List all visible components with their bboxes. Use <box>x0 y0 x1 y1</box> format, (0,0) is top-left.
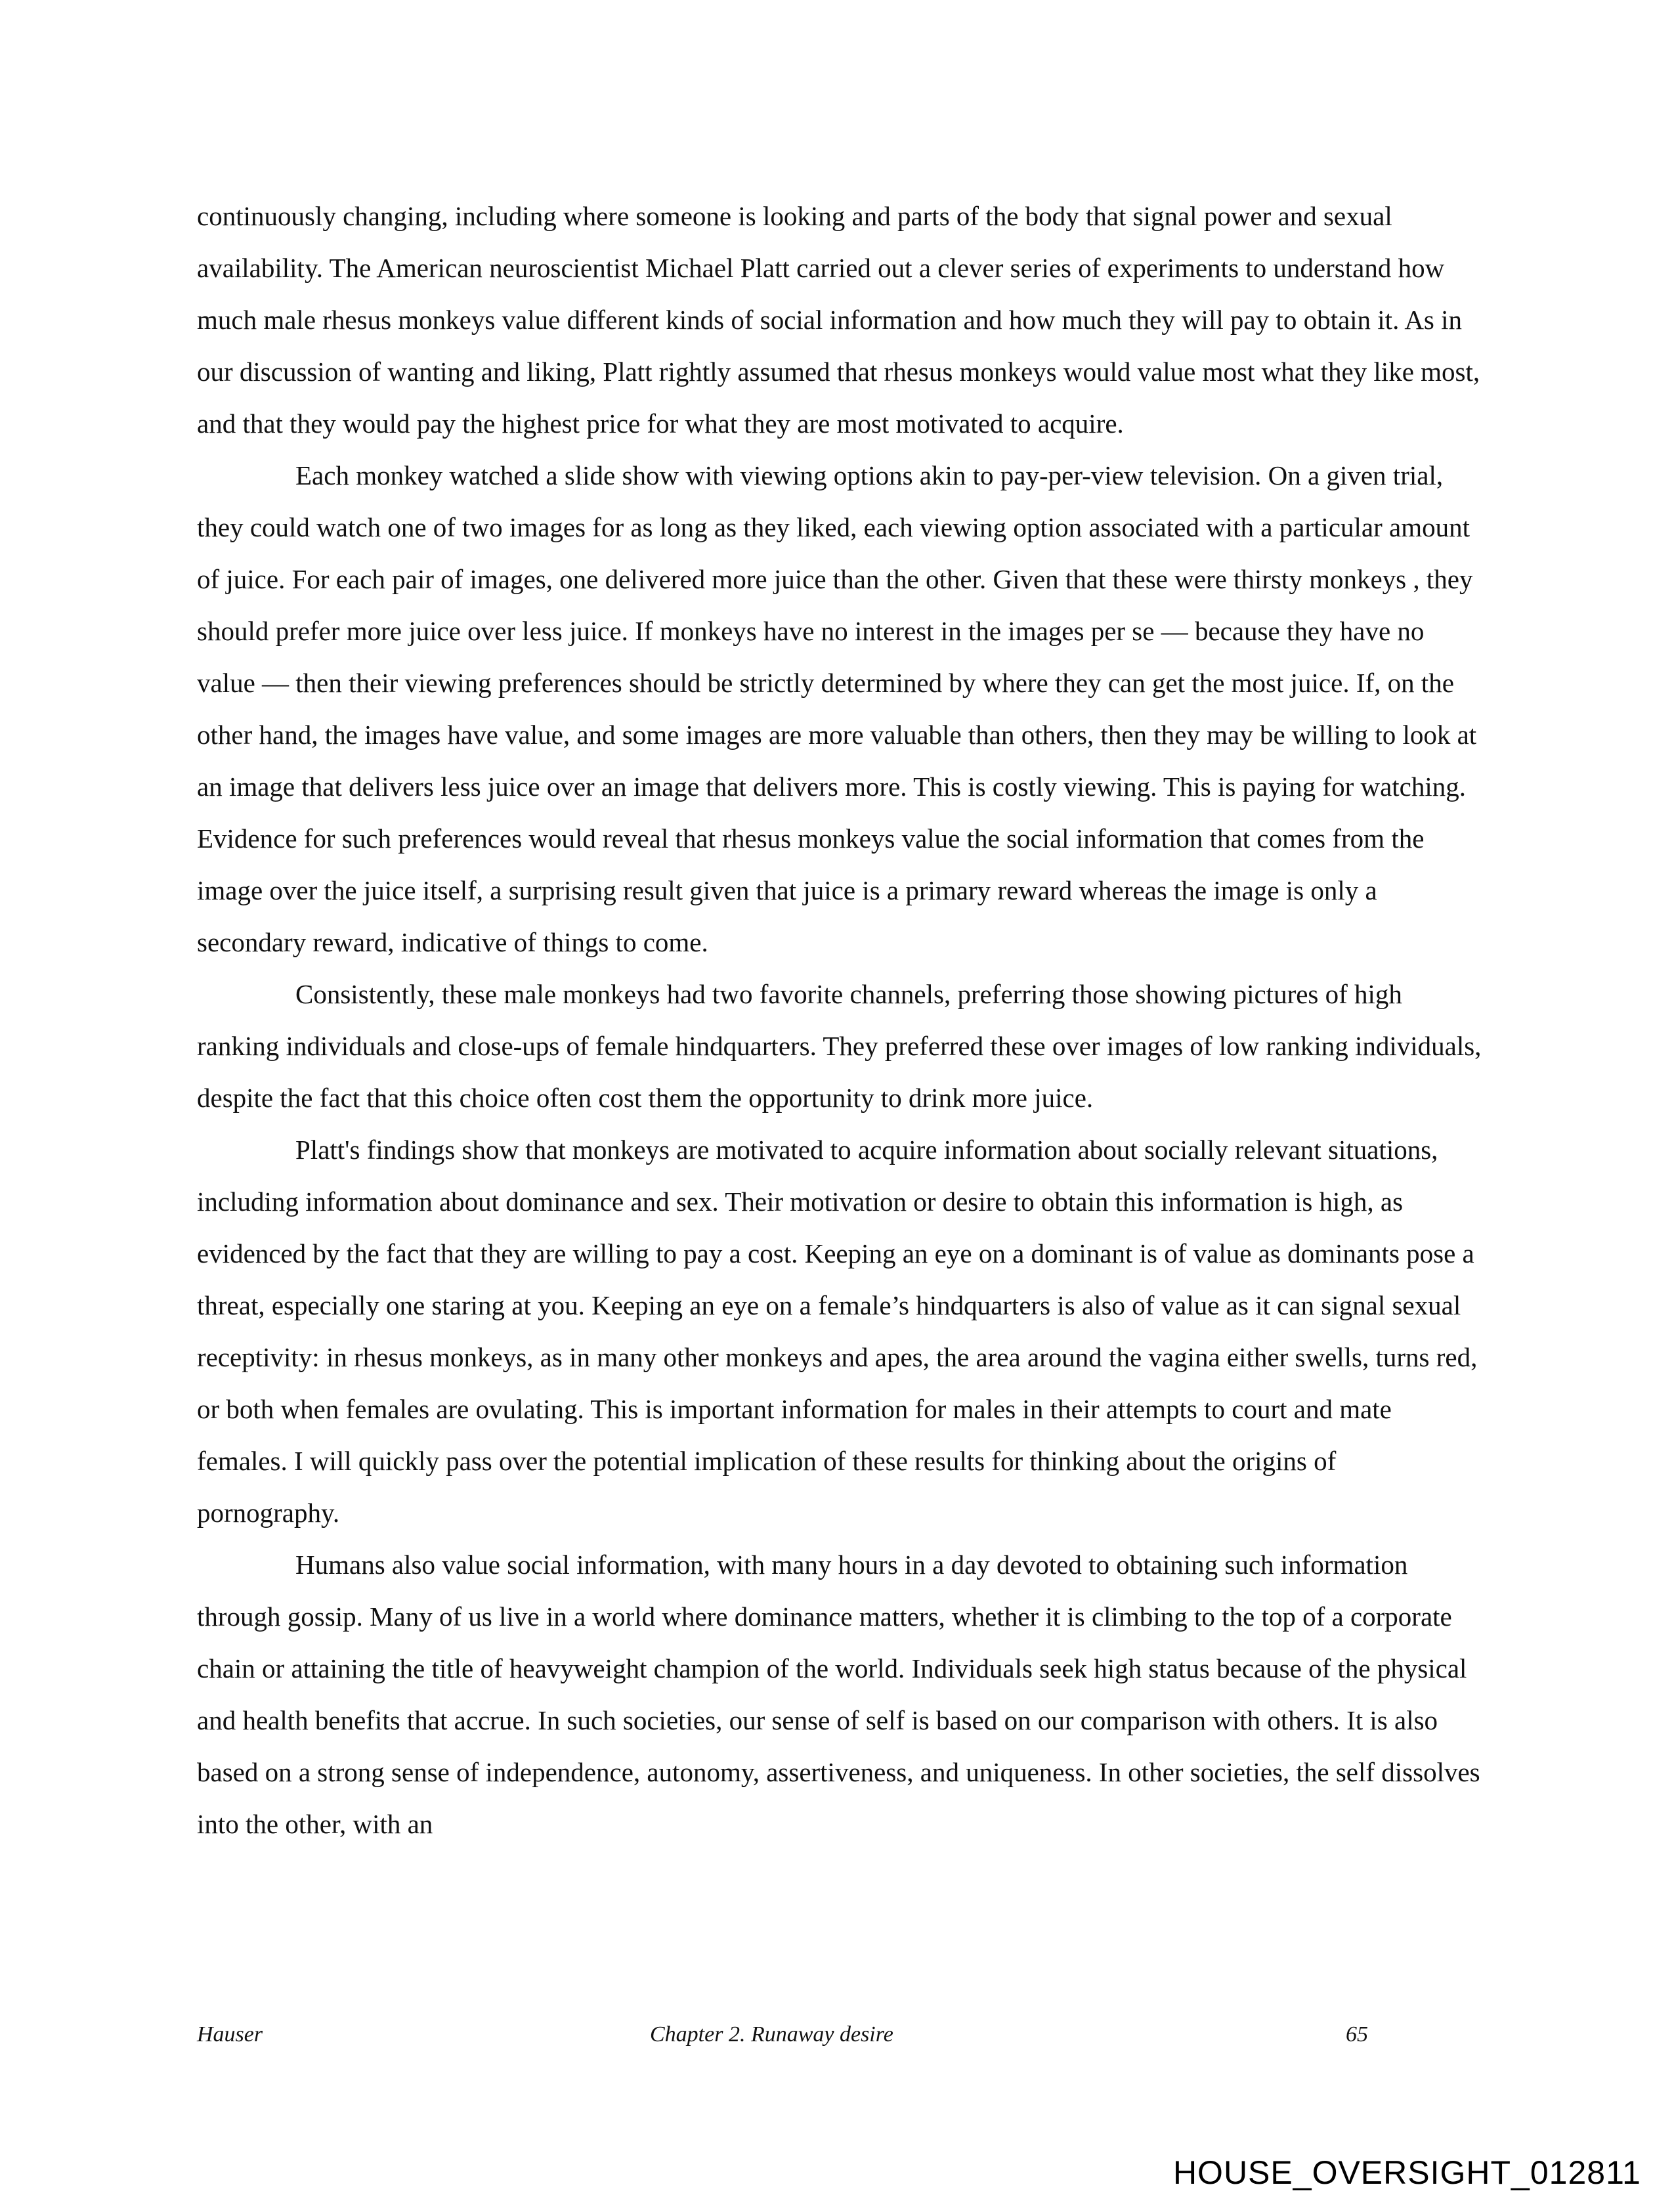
paragraph-5: Humans also value social information, with many hours in a day devoted to obtaining such information through gossip. Many of us live in a world where dominance matters, whether it is climbing to the top of a corporate chain or attaining the title of heavyweight champion of the world. Individuals seek high status because of the physical and health benefits that accrue. In such societies, our sense of self is based on our comparison with others. It is also based on a strong sense of independence, autonomy, assertiveness, and uniqueness. In other societies, the self dissolves into the other, with an <box>197 1550 1480 1839</box>
footer-author: Hauser <box>197 2022 263 2047</box>
bates-stamp: HOUSE_OVERSIGHT_012811 <box>1172 2154 1641 2191</box>
footer-page-number: 65 <box>1346 2022 1368 2047</box>
body-text <box>197 190 1484 1850</box>
paragraph-3: Consistently, these male monkeys had two favorite channels, preferring those showing pictures of high ranking individuals and close-ups of female hindquarters. They preferred these over images of low ranking individuals, despite the fact that this choice often cost them the opportunity to drink more juice. <box>197 979 1482 1113</box>
paragraph-2: Each monkey watched a slide show with viewing options akin to pay-per-view television. On a given trial, they could watch one of two images for as long as they liked, each viewing option associated with a particular amount of juice. For each pair of images, one delivered more juice than the other. Given that these were thirsty monkeys , they should prefer more juice over less juice. If monkeys have no interest in the images per se — because they have no value — then their viewing preferences should be strictly determined by where they can get the most juice. If, on the other hand, the images have value, and some images are more valuable than others, then they may be willing to look at an image that delivers less juice over an image that delivers more. This is costly viewing. This is paying for watching. Evidence for such preferences would reveal that rhesus monkeys value the social information that comes from the image over the juice itself, a surprising result given that juice is a primary reward whereas the image is only a secondary reward, indicative of things to come. <box>197 460 1477 957</box>
paragraph-1: continuously changing, including where someone is looking and parts of the body that signal power and sexual availability. The American neuroscientist Michael Platt carried out a clever series of experiments to understand how much male rhesus monkeys value different kinds of social information and how much they will pay to obtain it. As in our discussion of wanting and liking, Platt rightly assumed that rhesus monkeys would value most what they like most, and that they would pay the highest price for what they are most motivated to acquire. <box>197 201 1480 439</box>
paragraph-4: Platt's findings show that monkeys are motivated to acquire information about socially relevant situations, including information about dominance and sex. Their motivation or desire to obtain this information is high, as evidenced by the fact that they are willing to pay a cost. Keeping an eye on a dominant is of value as dominants pose a threat, especially one staring at you. Keeping an eye on a female’s hindquarters is also of value as it can signal sexual receptivity: in rhesus monkeys, as in many other monkeys and apes, the area around the vagina either swells, turns red, or both when females are ovulating. This is important information for males in their attempts to court and mate females. I will quickly pass over the potential implication of these results for thinking about the origins of pornography. <box>197 1135 1478 1528</box>
footer-chapter-title: Chapter 2. Runaway desire <box>650 2022 893 2047</box>
